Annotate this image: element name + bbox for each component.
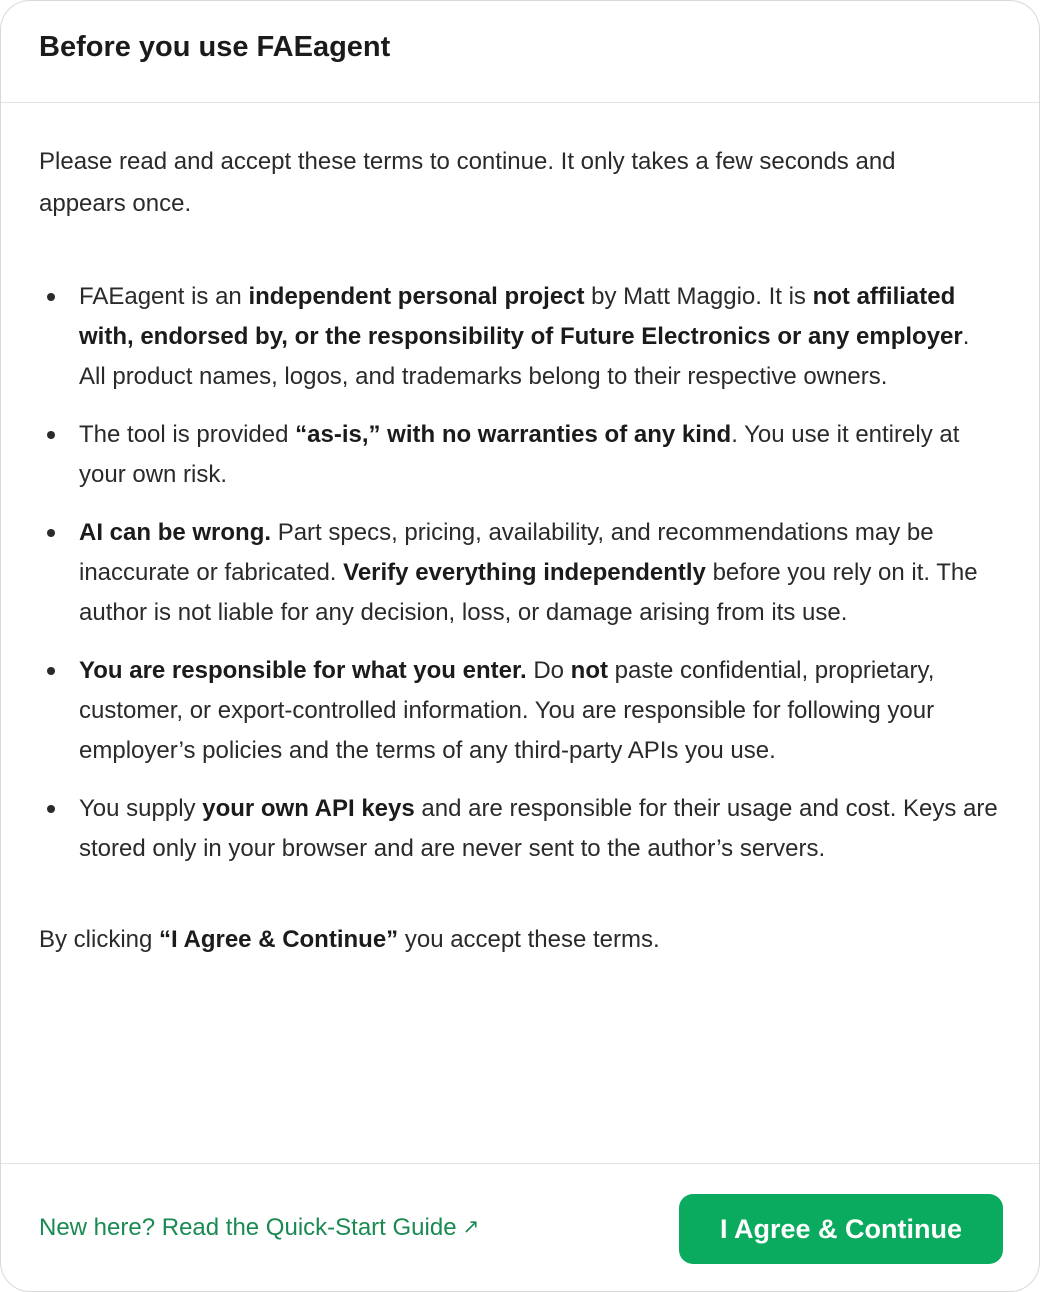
terms-list <box>39 277 1001 869</box>
acceptance-note-emphasis: “I Agree & Continue” <box>159 926 399 953</box>
bullet-dot-icon <box>47 529 55 537</box>
quick-start-guide-link[interactable] <box>39 1208 479 1249</box>
term-text: paste confidential, proprietary, customer, or export-controlled information. You are responsible for following your employer’s policies and the terms of any third-party APIs you use. <box>79 657 935 764</box>
term-emphasis: You are responsible for what you enter. <box>79 657 527 684</box>
term-emphasis: AI can be wrong. <box>79 519 272 546</box>
term-text: Part specs, pricing, availability, and recommendations may be inaccurate or fabricated. <box>79 519 934 586</box>
term-item <box>39 513 1001 633</box>
external-arrow-icon: ↗ <box>462 1216 480 1238</box>
quick-start-guide-label: New here? Read the Quick-Start Guide <box>39 1214 457 1241</box>
term-text: and are responsible for their usage and cost. Keys are stored only in your browser and are never sent to the author’s servers. <box>79 795 998 862</box>
acceptance-note-prefix: By clicking <box>39 926 160 953</box>
term-emphasis: your own API keys <box>202 795 415 822</box>
term-emphasis: “as-is,” with no warranties of any kind <box>295 421 732 448</box>
dialog-body <box>1 141 1039 961</box>
term-item <box>39 277 1001 397</box>
term-item <box>39 415 1001 495</box>
bullet-dot-icon <box>47 805 55 813</box>
term-text: FAEagent is an <box>79 283 249 310</box>
term-emphasis: not <box>570 657 608 684</box>
intro-text: Please read and accept these terms to continue. It only takes a few seconds and appears once. <box>39 148 896 217</box>
acceptance-note-suffix: you accept these terms. <box>398 926 660 953</box>
term-emphasis: independent personal project <box>248 283 585 310</box>
bullet-dot-icon <box>47 667 55 675</box>
term-item <box>39 651 1001 771</box>
agree-continue-button[interactable]: I Agree & Continue <box>679 1194 1003 1264</box>
term-text: You supply <box>79 795 203 822</box>
term-emphasis: not affiliated with, endorsed by, or the responsibility of Future Electronics or any employer <box>79 283 963 350</box>
term-emphasis: Verify everything independently <box>343 559 706 586</box>
acceptance-note <box>39 919 1001 961</box>
dialog-title: Before you use FAEagent <box>39 31 391 63</box>
term-text: by Matt Maggio. It is <box>584 283 813 310</box>
term-text: before you rely on it. The author is not liable for any decision, loss, or damage arising from its use. <box>79 559 978 626</box>
bullet-dot-icon <box>47 293 55 301</box>
term-text: The tool is provided <box>79 421 296 448</box>
term-text: . You use it entirely at your own risk. <box>79 421 960 488</box>
dialog-header <box>1 1 1039 103</box>
term-text: . All product names, logos, and trademarks belong to their respective owners. <box>79 323 970 390</box>
term-item <box>39 789 1001 869</box>
dialog-footer <box>1 1163 1039 1291</box>
bullet-dot-icon <box>47 431 55 439</box>
term-text: Do <box>526 657 571 684</box>
